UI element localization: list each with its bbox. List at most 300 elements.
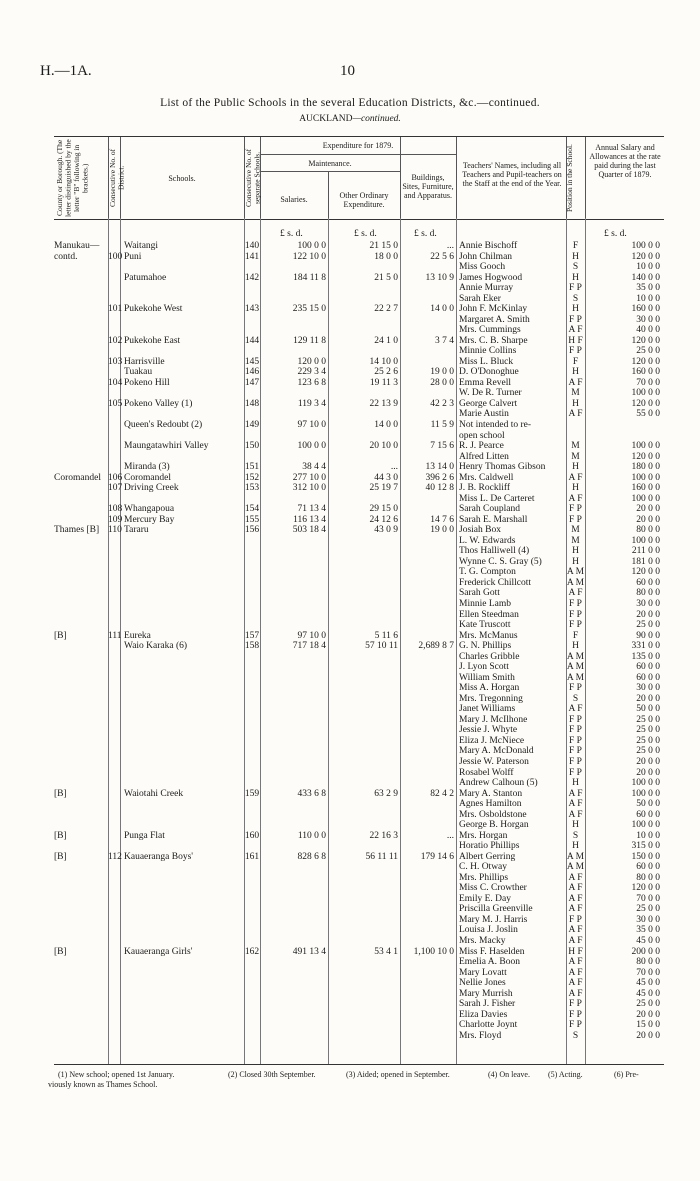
teacher-position: H: [572, 546, 579, 556]
school-district-no: 105: [108, 399, 123, 409]
teacher-name: Mary Murrish: [459, 989, 513, 999]
teacher-position: A M: [566, 578, 585, 588]
teacher-position: F P: [569, 757, 582, 767]
teacher-salary: 60 0 0: [636, 810, 660, 820]
teacher-salary: 35 0 0: [636, 925, 660, 935]
teacher-name: Miss A. Horgan: [459, 683, 520, 693]
teacher-salary: 60 0 0: [636, 662, 660, 672]
school-salaries: 71 13 4: [297, 504, 326, 514]
teacher-position: H: [572, 273, 579, 283]
lsd-label-build: £ s. d.: [414, 229, 437, 239]
teacher-position: S: [572, 831, 579, 841]
school-salaries: 100 0 0: [297, 241, 326, 251]
teacher-name: Charles Gribble: [459, 652, 520, 662]
teacher-name: Rosabel Wolff: [459, 768, 514, 778]
school-no: 159: [244, 789, 260, 799]
school-name: Kauaeranga Girls': [124, 947, 193, 957]
teacher-salary: 100 0 0: [631, 388, 660, 398]
teacher-salary: 20 0 0: [636, 1031, 660, 1041]
teacher-position: F P: [569, 620, 582, 630]
teacher-salary: 25 0 0: [636, 346, 660, 356]
school-buildings: 11 5 9: [430, 420, 454, 430]
teacher-name: Sarah Coupland: [459, 504, 520, 514]
district-heading: AUCKLAND—continued.: [299, 114, 401, 124]
teacher-name: G. N. Phillips: [459, 641, 512, 651]
teacher-name: Not intended to re-: [459, 420, 532, 430]
school-district-no: 107: [108, 483, 123, 493]
teacher-name: Andrew Calhoun (5): [459, 778, 538, 788]
school-buildings: 22 5 6: [430, 252, 454, 262]
footnote-6: (6) Pre-: [614, 1070, 639, 1079]
teacher-salary: 80 0 0: [636, 873, 660, 883]
teacher-name: Thos Halliwell (4): [459, 546, 530, 556]
school-name: Kauaeranga Boys': [124, 852, 193, 862]
teacher-position: H F: [568, 947, 583, 957]
header-position: Position in the School.: [565, 144, 574, 212]
teacher-position: M: [571, 452, 580, 462]
teacher-position: A M: [566, 652, 585, 662]
teacher-position: S: [572, 694, 579, 704]
teacher-salary: 100 0 0: [631, 494, 660, 504]
page-ref: H.—1A.: [40, 63, 92, 79]
teacher-position: A F: [568, 873, 583, 883]
teacher-name: Sarah J. Fisher: [459, 999, 516, 1009]
school-other-expenditure: 14 10 0: [369, 357, 398, 367]
school-no: 144: [244, 336, 260, 346]
school-salaries: 110 0 0: [297, 831, 326, 841]
teacher-position: S: [572, 1031, 579, 1041]
school-other-expenditure: 43 0 9: [374, 525, 398, 535]
teacher-position: A M: [566, 673, 585, 683]
school-county: [B]: [54, 831, 67, 841]
school-name: Punga Flat: [124, 831, 165, 841]
teacher-salary: 100 0 0: [631, 820, 660, 830]
teacher-position: A F: [568, 904, 583, 914]
teacher-salary: 35 0 0: [636, 283, 660, 293]
school-salaries: 97 10 0: [297, 420, 326, 430]
school-county: contd.: [54, 252, 78, 262]
teacher-position: F P: [569, 315, 582, 325]
school-other-expenditure: 14 0 0: [374, 420, 398, 430]
school-county: [B]: [54, 631, 67, 641]
teacher-position: F P: [569, 1020, 582, 1030]
teacher-position: A F: [568, 883, 583, 893]
school-no: 148: [244, 399, 260, 409]
school-buildings: 19 0 0: [430, 367, 454, 377]
lsd-label-other: £ s. d.: [354, 229, 377, 239]
teacher-name: W. De R. Turner: [459, 388, 522, 398]
school-buildings: 14 7 6: [430, 515, 454, 525]
school-salaries: 119 3 4: [297, 399, 326, 409]
teacher-position: F: [572, 357, 579, 367]
teacher-position: A F: [568, 704, 583, 714]
school-salaries: 235 15 0: [292, 304, 326, 314]
school-salaries: 277 10 0: [292, 473, 326, 483]
teacher-salary: 25 0 0: [636, 999, 660, 1009]
teacher-salary: 30 0 0: [636, 683, 660, 693]
school-name: Puni: [124, 252, 142, 262]
school-no: 149: [244, 420, 260, 430]
teacher-name: Nellie Jones: [459, 978, 506, 988]
header-consec-school: Consecutive No. of separate Schools.: [244, 148, 262, 208]
teacher-salary: 80 0 0: [636, 588, 660, 598]
teacher-salary: 25 0 0: [636, 904, 660, 914]
teacher-name: Mrs. Caldwell: [459, 473, 514, 483]
teacher-salary: 70 0 0: [636, 894, 660, 904]
school-salaries: 116 13 4: [293, 515, 326, 525]
teacher-salary: 45 0 0: [636, 978, 660, 988]
teacher-name: Albert Gerring: [459, 852, 516, 862]
teacher-position: H: [572, 820, 579, 830]
teacher-name: Miss Gooch: [459, 262, 506, 272]
school-other-expenditure: 18 0 0: [374, 252, 398, 262]
school-other-expenditure: 5 11 6: [374, 631, 398, 641]
teacher-name: C. H. Otway: [459, 862, 508, 872]
school-name: Pukekohe West: [124, 304, 183, 314]
teacher-name: Sarah Eker: [459, 294, 501, 304]
school-county: [B]: [54, 789, 67, 799]
school-buildings: 13 14 0: [425, 462, 454, 472]
table-title: List of the Public Schools in the several Education Districts, &c.—continued.: [160, 97, 540, 109]
teacher-name: Miss L. Bluck: [459, 357, 514, 367]
school-salaries: 828 6 8: [297, 852, 326, 862]
teacher-name: Priscilla Greenville: [459, 904, 533, 914]
school-name: Waitangi: [124, 241, 159, 251]
teacher-name: Josiah Box: [459, 525, 501, 535]
teacher-name: J. B. Rockliff: [459, 483, 511, 493]
teacher-name: John Chilman: [459, 252, 513, 262]
teacher-position: F P: [569, 504, 582, 514]
school-district-no: 103: [108, 357, 123, 367]
header-maintenance: Maintenance.: [308, 159, 352, 168]
school-salaries: 38 4 4: [302, 462, 326, 472]
school-other-expenditure: 44 3 0: [374, 473, 398, 483]
teacher-position: H: [572, 557, 579, 567]
school-buildings: 19 0 0: [430, 525, 454, 535]
teacher-name: Henry Thomas Gibson: [459, 462, 546, 472]
header-schools: Schools.: [168, 174, 196, 183]
school-county: [B]: [54, 852, 67, 862]
school-salaries: 717 18 4: [292, 641, 326, 651]
teacher-salary: 70 0 0: [636, 968, 660, 978]
school-salaries: 503 18 4: [292, 525, 326, 535]
teacher-name: Annie Murray: [459, 283, 514, 293]
teacher-name: D. O'Donoghue: [459, 367, 519, 377]
school-name: Driving Creek: [124, 483, 179, 493]
teacher-salary: 70 0 0: [636, 378, 660, 388]
teacher-name: John F. McKinlay: [459, 304, 528, 314]
teacher-name: George Calvert: [459, 399, 518, 409]
teacher-name: Mrs. Cummings: [459, 325, 521, 335]
school-salaries: 100 0 0: [297, 441, 326, 451]
teacher-salary: 60 0 0: [636, 862, 660, 872]
teacher-salary: 90 0 0: [636, 631, 660, 641]
teacher-salary: 50 0 0: [636, 799, 660, 809]
school-district-no: 100: [108, 252, 123, 262]
teacher-position: A F: [568, 894, 583, 904]
header-county: County or Borough. (The letter distinguished by the letter "B" following in brackets.): [55, 139, 90, 217]
header-annual: Annual Salary and Allowances at the rate paid during the last Quarter of 1879.: [589, 143, 661, 179]
teacher-name: J. Lyon Scott: [459, 662, 509, 672]
teacher-salary: 181 0 0: [631, 557, 660, 567]
school-no: 150: [244, 441, 260, 451]
school-salaries: 312 10 0: [292, 483, 326, 493]
school-buildings: ...: [446, 831, 454, 841]
teacher-salary: 120 0 0: [631, 357, 660, 367]
teacher-position: H: [572, 641, 579, 651]
teacher-salary: 25 0 0: [636, 715, 660, 725]
school-name: Queen's Redoubt (2): [124, 420, 203, 430]
teacher-position: A M: [566, 567, 585, 577]
teacher-position: F P: [569, 610, 582, 620]
school-name: Miranda (3): [124, 462, 170, 472]
teacher-position: H: [572, 399, 579, 409]
teacher-name: Eliza Davies: [459, 1010, 508, 1020]
teacher-name: Minnie Lamb: [459, 599, 511, 609]
teacher-position: M: [571, 525, 580, 535]
school-other-expenditure: 24 1 0: [374, 336, 398, 346]
school-no: 152: [244, 473, 260, 483]
school-salaries: 97 10 0: [297, 631, 326, 641]
teacher-name: L. W. Edwards: [459, 536, 516, 546]
teacher-salary: 211 0 0: [631, 546, 660, 556]
teacher-salary: 120 0 0: [631, 399, 660, 409]
teacher-position: F P: [569, 346, 582, 356]
teacher-name: T. G. Compton: [459, 567, 516, 577]
school-no: 158: [244, 641, 260, 651]
teacher-salary: 120 0 0: [631, 336, 660, 346]
teacher-name: Alfred Litten: [459, 452, 509, 462]
teacher-salary: 20 0 0: [636, 610, 660, 620]
school-no: 140: [244, 241, 260, 251]
teacher-salary: 120 0 0: [631, 252, 660, 262]
lsd-label-salaries: £ s. d.: [280, 229, 303, 239]
school-other-expenditure: 25 19 7: [369, 483, 398, 493]
teacher-name: Jessie W. Paterson: [459, 757, 529, 767]
teacher-position: A M: [566, 862, 585, 872]
footnote-2: (2) Closed 30th September.: [228, 1070, 316, 1079]
teacher-name: Eliza J. McNiece: [459, 736, 525, 746]
teacher-position: F: [572, 631, 579, 641]
teacher-salary: 25 0 0: [636, 620, 660, 630]
teacher-salary: 45 0 0: [636, 989, 660, 999]
school-other-expenditure: 25 2 6: [374, 367, 398, 377]
school-district-no: 112: [108, 852, 122, 862]
header-consec-district: Consecutive No. of District.: [108, 148, 126, 208]
teacher-position: A F: [568, 989, 583, 999]
teacher-name: Wynne C. S. Gray (5): [459, 557, 542, 567]
teacher-name: Kate Truscott: [459, 620, 511, 630]
school-buildings: 13 10 9: [425, 273, 454, 283]
teacher-salary: 10 0 0: [636, 294, 660, 304]
teacher-position: F P: [569, 715, 582, 725]
teacher-position: A F: [568, 409, 583, 419]
school-salaries: 120 0 0: [297, 357, 326, 367]
school-salaries: 122 10 0: [292, 252, 326, 262]
school-name: Eureka: [124, 631, 151, 641]
teacher-name: Mrs. Phillips: [459, 873, 509, 883]
school-county: [B]: [54, 947, 67, 957]
teacher-name: Miss C. Crowther: [459, 883, 527, 893]
teacher-position: A F: [568, 957, 583, 967]
school-no: 157: [244, 631, 260, 641]
school-other-expenditure: 19 11 3: [369, 378, 398, 388]
footnote-4: (4) On leave.: [488, 1070, 530, 1079]
teacher-position: A M: [566, 662, 585, 672]
school-other-expenditure: 24 12 6: [369, 515, 398, 525]
school-district-no: 108: [108, 504, 123, 514]
teacher-position: A F: [568, 925, 583, 935]
footnote-3: (3) Aided; opened in September.: [346, 1070, 450, 1079]
teacher-position: S: [572, 262, 579, 272]
teacher-salary: 50 0 0: [636, 704, 660, 714]
teacher-position: M: [571, 536, 580, 546]
teacher-position: F P: [569, 725, 582, 735]
teacher-position: H: [572, 367, 579, 377]
teacher-salary: 40 0 0: [636, 325, 660, 335]
school-no: 143: [244, 304, 260, 314]
teacher-salary: 20 0 0: [636, 504, 660, 514]
teacher-salary: 25 0 0: [636, 725, 660, 735]
teacher-salary: 20 0 0: [636, 768, 660, 778]
teacher-name: George B. Horgan: [459, 820, 529, 830]
teacher-salary: 100 0 0: [631, 789, 660, 799]
school-other-expenditure: 20 10 0: [369, 441, 398, 451]
teacher-name: Mary M. J. Harris: [459, 915, 528, 925]
teacher-salary: 100 0 0: [631, 536, 660, 546]
teacher-salary: 120 0 0: [631, 567, 660, 577]
teacher-salary: 25 0 0: [636, 746, 660, 756]
teacher-position: A F: [568, 810, 583, 820]
teacher-position: A F: [568, 325, 583, 335]
school-no: 162: [244, 947, 260, 957]
teacher-name: Agnes Hamilton: [459, 799, 522, 809]
school-buildings: 28 0 0: [430, 378, 454, 388]
school-district-no: 109: [108, 515, 123, 525]
teacher-name: R. J. Pearce: [459, 441, 504, 451]
header-expenditure: Expenditure for 1879.: [322, 141, 394, 150]
teacher-position: F P: [569, 1010, 582, 1020]
school-other-expenditure: 56 11 11: [365, 852, 398, 862]
teacher-salary: 20 0 0: [636, 757, 660, 767]
school-name: Harrisville: [124, 357, 165, 367]
header-buildings: Buildings, Sites, Furniture, and Apparatus.: [402, 173, 454, 200]
teacher-name: Emma Revell: [459, 378, 511, 388]
teacher-salary: 15 0 0: [636, 1020, 660, 1030]
teacher-name: Sarah Gott: [459, 588, 500, 598]
teacher-salary: 100 0 0: [631, 241, 660, 251]
teacher-salary: 135 0 0: [631, 652, 660, 662]
teacher-name: Marie Austin: [459, 409, 509, 419]
school-other-expenditure: 53 4 1: [374, 947, 398, 957]
teacher-name: Mrs. Floyd: [459, 1031, 502, 1041]
teacher-salary: 120 0 0: [631, 452, 660, 462]
school-buildings: ...: [446, 241, 454, 251]
teacher-name: Mrs. C. B. Sharpe: [459, 336, 528, 346]
school-district-no: 110: [108, 525, 122, 535]
teacher-name: Margaret A. Smith: [459, 315, 530, 325]
school-no: 153: [244, 483, 260, 493]
teacher-name: Minnie Collins: [459, 346, 517, 356]
teacher-position: F P: [569, 746, 582, 756]
school-salaries: 433 6 8: [297, 789, 326, 799]
teacher-salary: 315 0 0: [631, 841, 660, 851]
teacher-position: A M: [566, 852, 585, 862]
school-salaries: 491 13 4: [292, 947, 326, 957]
school-name: Pokeno Valley (1): [124, 399, 193, 409]
teacher-position: F: [572, 241, 579, 251]
school-no: 147: [244, 378, 260, 388]
teacher-salary: 100 0 0: [631, 473, 660, 483]
school-no: 151: [244, 462, 260, 472]
teacher-name: Janet Williams: [459, 704, 516, 714]
teacher-name: Jessie J. Whyte: [459, 725, 518, 735]
school-no: 156: [244, 525, 260, 535]
teacher-position: H: [572, 252, 579, 262]
school-other-expenditure: 63 2 9: [374, 789, 398, 799]
teacher-salary: 45 0 0: [636, 936, 660, 946]
teacher-name: open school: [459, 431, 505, 441]
school-county: Manukau—: [54, 241, 100, 251]
teacher-position: F P: [569, 915, 582, 925]
teacher-name: Horatio Phillips: [459, 841, 520, 851]
teacher-salary: 160 0 0: [631, 367, 660, 377]
teacher-name: Mrs. Macky: [459, 936, 506, 946]
school-district-no: 106: [108, 473, 123, 483]
teacher-position: S: [572, 294, 579, 304]
teacher-position: H F: [568, 336, 583, 346]
teacher-position: F P: [569, 736, 582, 746]
teacher-name: Frederick Chillcott: [459, 578, 532, 588]
teacher-name: Mrs. Tregonning: [459, 694, 523, 704]
school-salaries: 229 3 4: [297, 367, 326, 377]
school-buildings: 3 7 4: [435, 336, 454, 346]
teacher-name: Mrs. Osboldstone: [459, 810, 527, 820]
school-salaries: 129 11 8: [293, 336, 326, 346]
teacher-name: Mary A. Stanton: [459, 789, 523, 799]
school-name: Coromandel: [124, 473, 171, 483]
school-name: Pukekohe East: [124, 336, 181, 346]
header-salaries: Salaries.: [280, 195, 308, 204]
teacher-name: James Hogwood: [459, 273, 523, 283]
teacher-salary: 20 0 0: [636, 515, 660, 525]
teacher-name: Mrs. Horgan: [459, 831, 508, 841]
school-no: 142: [244, 273, 260, 283]
school-buildings: 7 15 6: [430, 441, 454, 451]
school-district-no: 101: [108, 304, 123, 314]
teacher-salary: 20 0 0: [636, 694, 660, 704]
teacher-salary: 100 0 0: [631, 441, 660, 451]
school-district-no: 102: [108, 336, 123, 346]
teacher-name: Mary A. McDonald: [459, 746, 534, 756]
teacher-salary: 55 0 0: [636, 409, 660, 419]
school-buildings: 2,689 8 7: [418, 641, 454, 651]
school-name: Waio Karaka (6): [124, 641, 188, 651]
school-buildings: 1,100 10 0: [413, 947, 454, 957]
school-no: 161: [244, 852, 260, 862]
teacher-salary: 331 0 0: [631, 641, 660, 651]
teacher-name: Ellen Steedman: [459, 610, 519, 620]
school-no: 145: [244, 357, 260, 367]
teacher-name: Charlotte Joynt: [459, 1020, 518, 1030]
school-county: Thames [B]: [54, 525, 100, 535]
teacher-position: A F: [568, 799, 583, 809]
teacher-position: F P: [569, 768, 582, 778]
teacher-name: Emily E. Day: [459, 894, 511, 904]
teacher-name: Miss F. Haselden: [459, 947, 525, 957]
teacher-position: H: [572, 778, 579, 788]
school-no: 141: [244, 252, 260, 262]
